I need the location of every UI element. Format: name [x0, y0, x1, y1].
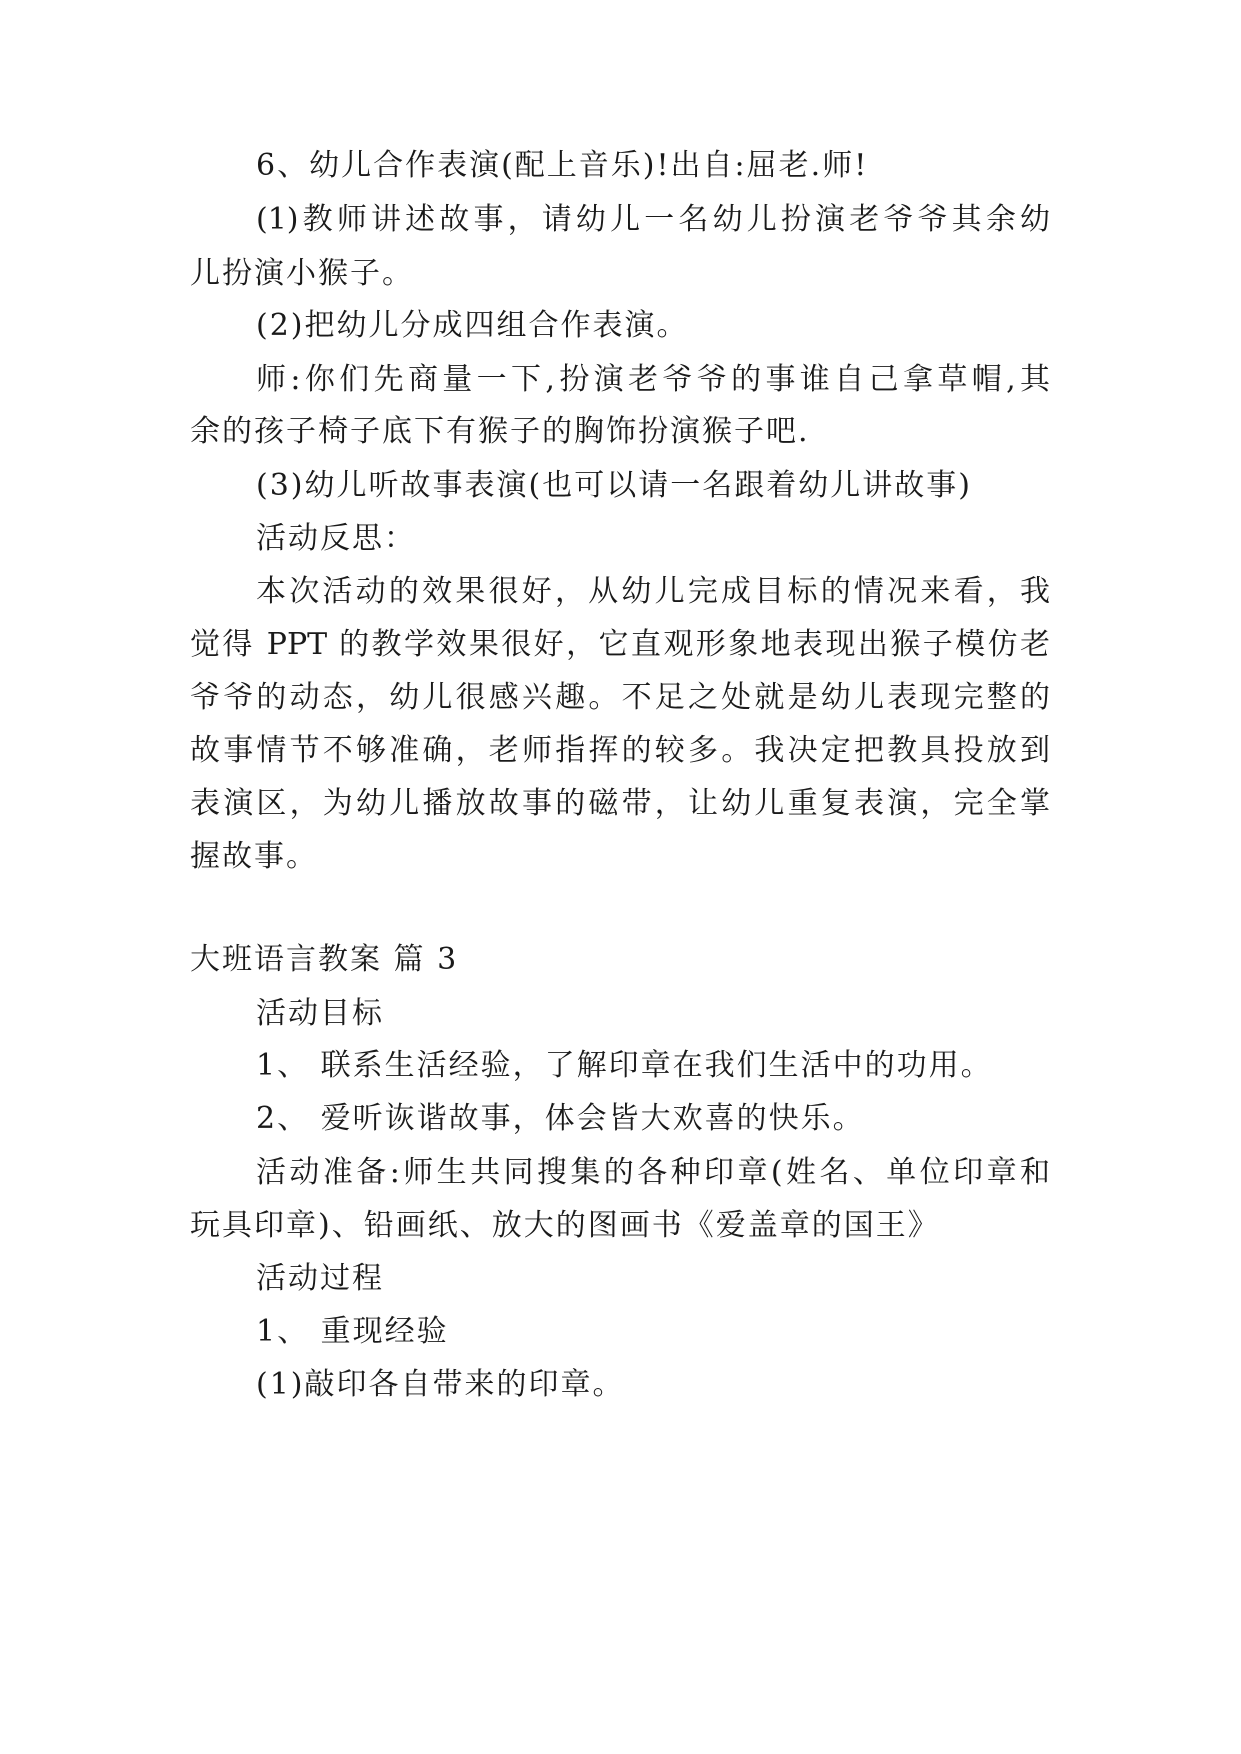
step-6-3: (3)幼儿听故事表演(也可以请一名跟着幼儿讲故事) [256, 468, 972, 503]
process-step-1: 1、 重现经验 [256, 1314, 449, 1349]
preparation-line-1: 活动准备:师生共同搜集的各种印章(姓名、单位印章和 [256, 1155, 1050, 1190]
step-6-title: 6、幼儿合作表演(配上音乐)!出自:屈老.师! [256, 148, 869, 183]
process-step-1-1: (1)敲印各自带来的印章。 [256, 1367, 625, 1402]
goals-heading: 活动目标 [256, 996, 384, 1031]
step-6-1-line-2: 儿扮演小猴子。 [190, 256, 414, 291]
preparation-line-2: 玩具印章)、铅画纸、放大的图画书《爱盖章的国王》 [190, 1208, 940, 1243]
reflection-line: 握故事。 [190, 839, 318, 874]
goal-item-2: 2、 爱听诙谐故事，体会皆大欢喜的快乐。 [256, 1101, 865, 1136]
goal-item-1: 1、 联系生活经验，了解印章在我们生活中的功用。 [256, 1048, 993, 1083]
reflection-line: 爷爷的动态，幼儿很感兴趣。不足之处就是幼儿表现完整的 [190, 680, 1050, 715]
teacher-line-2: 余的孩子椅子底下有猴子的胸饰扮演猴子吧. [190, 414, 810, 449]
step-6-1-line-1: (1)教师讲述故事，请幼儿一名幼儿扮演老爷爷其余幼 [256, 202, 1050, 237]
step-6-2: (2)把幼儿分成四组合作表演。 [256, 308, 689, 343]
section-title: 大班语言教案 篇 3 [190, 942, 459, 977]
process-heading: 活动过程 [256, 1261, 384, 1296]
reflection-line: 本次活动的效果很好，从幼儿完成目标的情况来看，我 [256, 574, 1050, 609]
reflection-line: 表演区，为幼儿播放故事的磁带，让幼儿重复表演，完全掌 [190, 786, 1050, 821]
reflection-line: 故事情节不够准确，老师指挥的较多。我决定把教具投放到 [190, 733, 1050, 768]
reflection-line: 觉得 PPT 的教学效果很好，它直观形象地表现出猴子模仿老 [190, 627, 1050, 662]
reflection-heading: 活动反思： [256, 521, 416, 556]
teacher-line-1: 师:你们先商量一下,扮演老爷爷的事谁自己拿草帽,其 [256, 362, 1050, 397]
